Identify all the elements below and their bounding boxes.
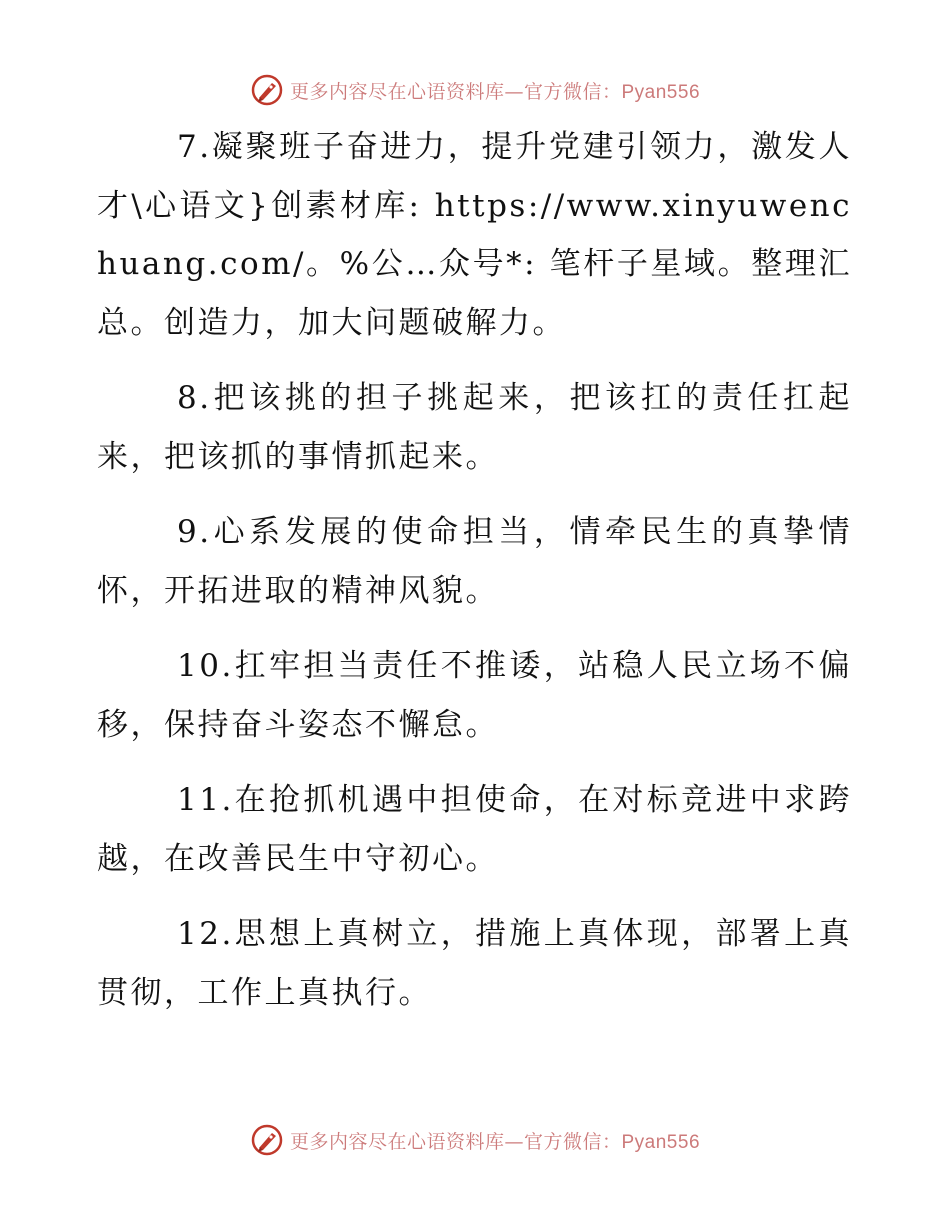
header-banner-text: 更多内容尽在心语资料库—官方微信：Pyan556 (289, 80, 701, 103)
header-banner (0, 70, 950, 110)
paragraph-12: 12.思想上真树立，措施上真体现，部署上真贯彻，工作上真执行。 (97, 916, 852, 1011)
paragraph-8: 8.把该挑的担子挑起来，把该扛的责任扛起来，把该抓的事情抓起来。 (97, 380, 852, 475)
paragraph-9: 9.心系发展的使命担当，情牵民生的真挚情怀，开拓进取的精神风貌。 (97, 514, 852, 609)
pen-nib-circle-icon (250, 1123, 284, 1157)
paragraph-11: 11.在抢抓机遇中担使命，在对标竞进中求跨越，在改善民生中守初心。 (97, 782, 852, 877)
paragraph-10: 10.扛牢担当责任不推诿，站稳人民立场不偏移，保持奋斗姿态不懈怠。 (97, 648, 852, 743)
footer-banner-text: 更多内容尽在心语资料库—官方微信：Pyan556 (289, 1130, 701, 1153)
pen-nib-circle-icon (250, 73, 284, 107)
paragraph-7: 7.凝聚班子奋进力，提升党建引领力，激发人才\心语文}创素材库: https://www.xinyuwenchuang.com/。%公…众号*: 笔杆子星域。整理汇总。创造力，加大问题破解力。 (97, 129, 852, 341)
document-body (97, 118, 852, 1039)
footer-banner-account: Pyan556 (621, 1131, 701, 1153)
header-banner-account: Pyan556 (621, 81, 701, 103)
footer-banner (0, 1120, 950, 1160)
